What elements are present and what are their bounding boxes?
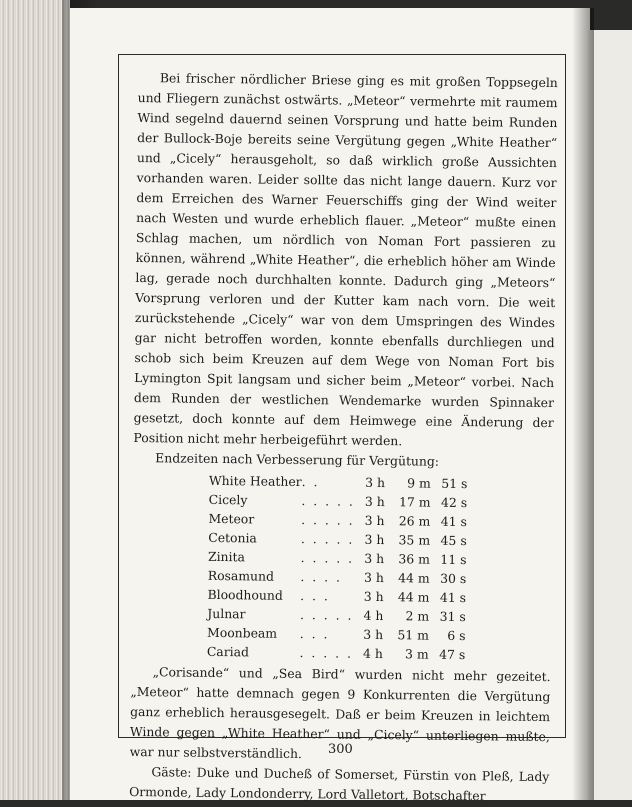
hours-unit: h [376, 512, 385, 529]
page-text [129, 68, 558, 807]
seconds-value: 31 [439, 608, 456, 624]
seconds-unit: s [460, 551, 467, 568]
yacht-name: Rosamund [207, 567, 275, 584]
hours-value: 4 [363, 607, 372, 623]
results-table [207, 471, 481, 664]
book-gutter [572, 8, 594, 800]
seconds-value: 51 [441, 475, 458, 491]
minutes-value: 2 [405, 608, 414, 624]
minutes-value: 44 [397, 589, 414, 605]
seconds-unit: s [459, 570, 467, 587]
hours-value: 3 [364, 512, 373, 528]
hours-value: 3 [364, 550, 373, 566]
minutes-unit: m [417, 589, 430, 605]
minutes-value: 26 [398, 513, 415, 529]
minutes-value: 35 [398, 532, 415, 548]
hours-value: 3 [363, 588, 372, 604]
seconds-unit: s [458, 646, 466, 663]
minutes-value: 51 [397, 627, 414, 643]
page-number: 300 [328, 742, 353, 757]
seconds-value: 41 [440, 513, 457, 529]
paragraph-guests: Gäste: Duke und Duchеß of Somerset, Fürstin von Pleß, Lady Ormonde, Lady Londonderry, Lord Valletort, Botschafter [129, 764, 550, 804]
leader-dots: . . . . . [301, 493, 355, 509]
yacht-name: Zinita [207, 548, 246, 565]
hours-value: 4 [363, 645, 372, 661]
seconds-unit: s [459, 627, 466, 644]
seconds-unit: s [460, 494, 468, 511]
minutes-unit: m [417, 570, 430, 586]
seconds-value: 42 [440, 494, 457, 510]
hours-value: 3 [363, 626, 372, 642]
leader-dots: . . [301, 474, 320, 490]
table-row [207, 642, 479, 664]
seconds-value: 6 [447, 627, 456, 643]
seconds-value: 30 [440, 570, 457, 586]
seconds-unit: s [460, 513, 468, 530]
minutes-unit: m [417, 608, 430, 624]
leader-dots: . . . . . [300, 531, 355, 547]
paragraph-race-report: Bei frischer nördlicher Briese ging es mit großen Toppsegeln und Fliegern zunächst ostwärts. „Meteor“ vermehrte mit raumem Wind segelnd dauernd seinen Vorsprung und hatte beim Runden der Bullock-Boje bereits seine Vergütung gegen „White Heather“ und „Cicely“ herausgeholt, so daß wirklich große Aussichten vorhanden waren. Leider sollte das nicht lange dauern. Kurz vor dem Erreichen des Warner Feuerschiffs ging der Wind weiter nach Westen und wurde erheblich flauer. „Meteor“ mußte einen Schlag machen, um nördlich von Noman Fort passieren zu können, während „White Heather“, die erheblich höher am Winde lag, gerade noch durchhalten konnte. Dadurch ging „Meteors“ Vorsprung verloren und der Kutter kam nach vorn. Die weit zurückstehende „Cicely“ war von dem Umspringen des Windes gar nicht betroffen worden, konnte ebenfalls durchliegen und schob sich beim Kreuzen auf dem Wege von Noman Fort bis Lymington Spit langsam und sicher beim „Meteor“ vorbei. Nach dem Runden der westlichen Wendemarke wurden Spinnaker gesetzt, doch konnte auf dem Heimwege eine Änderung der Position nicht mehr herbeigeführt werden. [133, 70, 558, 449]
seconds-unit: s [459, 589, 467, 606]
seconds-unit: s [459, 608, 466, 625]
hours-unit: h [376, 531, 385, 548]
seconds-value: 45 [440, 532, 457, 548]
leader-dots: . . . . . [301, 512, 355, 528]
minutes-unit: m [418, 475, 431, 491]
leader-dots: . . . . . [299, 607, 354, 623]
hours-value: 3 [364, 531, 373, 547]
minutes-unit: m [417, 627, 430, 643]
hours-value: 3 [364, 493, 373, 509]
minutes-value: 36 [398, 551, 415, 567]
book-page-edges [0, 0, 70, 800]
seconds-unit: s [460, 475, 468, 492]
hours-value: 3 [363, 569, 373, 585]
hours-unit: h [376, 550, 385, 567]
hours-unit: h [375, 626, 384, 643]
minutes-value: 44 [398, 570, 415, 586]
yacht-name: Cicely [208, 491, 248, 508]
table-row [209, 471, 481, 493]
paragraph-after-table: „Corisande“ und „Sea Bird“ wurden nicht mehr gezeitet. „Meteor“ hatte demnach gegen 9 Konkurrenten die Vergütung ganz erheblich herausgesegelt. Daß er beim Kreuzen in leichtem Winde gegen „White Heather“ und „Cicely“ unterliegen mußte, war nur selbstverständlich. [129, 664, 551, 762]
seconds-unit: s [460, 532, 467, 549]
yacht-name: Cetonia [208, 529, 257, 546]
hours-unit: h [375, 588, 384, 605]
yacht-name: Moonbeam [207, 624, 278, 641]
seconds-value: 47 [439, 646, 456, 662]
seconds-value: 11 [440, 551, 457, 567]
hours-unit: h [374, 645, 384, 662]
hours-value: 3 [365, 474, 374, 490]
yacht-name: Bloodhound [207, 586, 283, 603]
minutes-unit: m [416, 646, 429, 662]
minutes-value: 3 [405, 646, 414, 662]
table-row [208, 528, 480, 550]
minutes-value: 9 [407, 475, 416, 491]
hours-unit: h [375, 569, 384, 586]
minutes-unit: m [418, 551, 430, 567]
minutes-unit: m [418, 532, 431, 548]
hours-unit: h [376, 493, 385, 510]
leader-dots: . . . [299, 626, 330, 642]
minutes-unit: m [418, 494, 431, 510]
minutes-unit: m [418, 513, 431, 529]
leader-dots: . . . . . [300, 550, 355, 566]
yacht-name: White Heather [208, 472, 302, 490]
results-heading: Endzeiten nach Verbesserung für Vergütung: [155, 450, 440, 469]
table-row [207, 585, 479, 607]
yacht-name: Cariad [206, 643, 250, 660]
hours-unit: h [375, 607, 384, 624]
yacht-name: Meteor [208, 510, 255, 527]
facing-page [588, 30, 632, 800]
minutes-value: 17 [398, 494, 415, 510]
hours-unit: h [376, 474, 386, 491]
leader-dots: . . . [300, 588, 331, 604]
leader-dots: . . . . . [299, 645, 354, 661]
seconds-value: 41 [439, 589, 456, 605]
yacht-name: Julnar [207, 605, 246, 622]
leader-dots: . . . . [300, 569, 343, 585]
